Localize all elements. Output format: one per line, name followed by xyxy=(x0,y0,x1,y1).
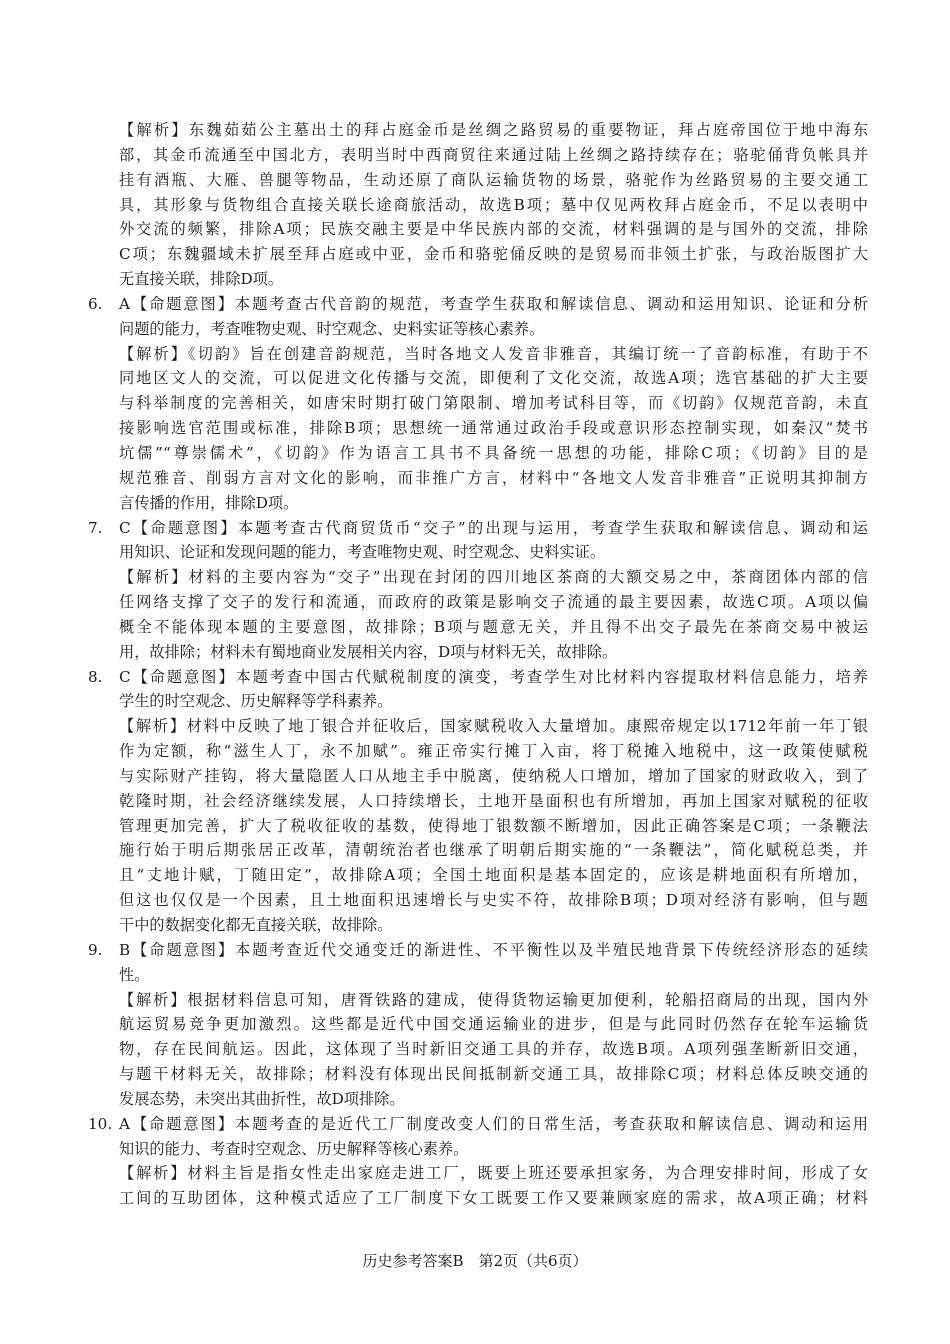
text-line xyxy=(88,267,868,292)
line-text: C【命题意图】本题考查中国古代赋税制度的演变，考查学生对比材料内容提取材料信息能力，培养 xyxy=(119,667,868,686)
question-number: 8. xyxy=(88,667,103,686)
line-text: 坑儒”“尊崇儒术”，《切韵》作为语言工具书不具备统一思想的功能，排除C项；《切韵》目的是 xyxy=(119,443,868,462)
line-text: 作为定额，称“滋生人丁，永不加赋”。雍正帝实行摊丁入亩，将丁税摊入地税中，这一政策使赋税 xyxy=(119,742,868,761)
line-text: 施行始于明后期张居正改革，清朝统治者也继承了明朝后期实施的“一条鞭法”，简化赋税总类，并 xyxy=(119,841,868,860)
text-line xyxy=(88,540,868,565)
text-line xyxy=(88,714,868,739)
page-footer: 历史参考答案B 第2页（共6页） xyxy=(362,1252,588,1270)
line-text: C项；东魏疆域未扩展至拜占庭或中亚，金币和骆驼俑反映的是贸易而非领土扩张，与政治版图扩大 xyxy=(119,245,868,264)
line-text: 发展态势，未突出其曲折性，故D项排除。 xyxy=(119,1089,405,1108)
line-text: 言传播的作用，排除D项。 xyxy=(119,493,299,512)
text-line xyxy=(88,739,868,764)
text-line xyxy=(88,1137,868,1162)
line-text: 无直接关联，排除D项。 xyxy=(119,270,284,289)
line-text: 与题干材料无关，故排除；材料没有体现出民间抵制新交通工具，故排除C项；材料总体反映交通的 xyxy=(119,1065,868,1084)
question-line xyxy=(88,665,868,690)
text-line xyxy=(88,1087,868,1112)
question-number: 9. xyxy=(88,940,103,959)
line-text: 规范雅音、削弱方言对文化的影响，而非推广方言，材料中“各地文人发音非雅音”正说明其抑制方 xyxy=(119,468,868,487)
line-text: 与实际财产挂钩，将大量隐匿人口从地主手中脱离，使纳税人口增加，增加了国家的财政收入，到了 xyxy=(119,766,868,785)
line-text: 问题的能力，考查唯物史观、时空观念、史料实证等核心素养。 xyxy=(119,319,545,338)
line-text: 干中的数据变化都无直接关联，故排除。 xyxy=(119,916,393,934)
line-text: 挂有酒瓶、大雁、兽腿等物品，生动还原了商队运输货物的场景，骆驼作为丝路贸易的主要交通工 xyxy=(119,170,868,189)
line-text: 与科举制度的完善相关，如唐宋时期打破门第限制、增加考试科目等，而《切韵》仅规范音韵，未直 xyxy=(119,394,868,413)
line-text: A【命题意图】本题考查的是近代工厂制度改变人们的日常生活，考查获取和解读信息、调动和运用 xyxy=(119,1114,868,1133)
line-text: 【解析】材料中反映了地丁银合并征收后，国家赋税收入大量增加。康熙帝规定以1712年前一年丁银 xyxy=(119,717,868,736)
text-line xyxy=(88,689,868,714)
question-line xyxy=(88,292,868,317)
text-line xyxy=(88,466,868,491)
line-text: A【命题意图】本题考查古代音韵的规范，考查学生获取和解读信息、调动和运用知识、论证和分析 xyxy=(119,294,868,313)
text-line xyxy=(88,1186,868,1211)
line-text: 且“丈地计赋，丁随田定”，故排除A项；全国土地面积是基本固定的，应该是耕地面积有所增加， xyxy=(119,866,868,885)
text-line xyxy=(88,615,868,640)
line-text: 接影响选官范围或标准，排除B项；思想统一通常通过政治手段或意识形态控制实现，如秦汉“焚书 xyxy=(119,419,868,438)
line-text: 【解析】根据材料信息可知，唐胥铁路的建成，使得货物运输更加便利，轮船招商局的出现，国内外 xyxy=(119,990,868,1009)
text-line xyxy=(88,863,868,888)
text-line xyxy=(88,1037,868,1062)
line-text: 知识的能力、考查时空观念、历史解释等核心素养。 xyxy=(119,1139,469,1158)
line-text: 【解析】材料主旨是指女性走出家庭走进工厂，既要上班还要承担家务，为合理安排时间，形成了女 xyxy=(119,1164,868,1183)
text-line xyxy=(88,590,868,615)
line-text: 用知识、论证和发现问题的能力，考查唯物史观、时空观念、史料实证。 xyxy=(119,543,605,562)
line-text: 部，其金币流通至中国北方，表明当时中西商贸往来通过陆上丝绸之路持续存在；骆驼俑背负帐具并 xyxy=(119,145,868,164)
text-line xyxy=(88,391,868,416)
line-text: B【命题意图】本题考查近代交通变迁的渐进性、不平衡性以及半殖民地背景下传统经济形态的延续 xyxy=(119,940,868,959)
line-text: 但这也仅仅是一个因素，且土地面积迅速增长与史实不符，故排除B项；D项对经济有影响，但与题 xyxy=(119,891,868,910)
text-line xyxy=(88,1161,868,1186)
line-text: 物，存在民间航运。因此，这体现了当时新旧交通工具的并存，故选B项。A项列强垄断新旧交通， xyxy=(119,1040,868,1059)
line-text: 性。 xyxy=(119,965,150,984)
text-line xyxy=(88,888,868,913)
text-line xyxy=(88,640,868,665)
line-text: 工间的互助团体，这种模式适应了工厂制度下女工既要工作又要兼顾家庭的需求，故A项正确；材料 xyxy=(119,1189,868,1208)
text-line xyxy=(88,416,868,441)
answer-content xyxy=(88,118,868,1211)
question-number: 6. xyxy=(88,294,103,313)
text-line xyxy=(88,913,868,938)
text-line xyxy=(88,789,868,814)
question-line xyxy=(88,938,868,963)
line-text: 外交流的频繁，排除A项；民族交融主要是中华民族内部的交流，材料强调的是与国外的交流，排除 xyxy=(119,220,868,239)
text-line xyxy=(88,317,868,342)
line-text: 具，其形象与货物组合直接关联长途商旅活动，故选B项；墓中仅见两枚拜占庭金币，不足以表明中 xyxy=(119,195,868,214)
text-line xyxy=(88,963,868,988)
text-line xyxy=(88,1062,868,1087)
line-text: 乾隆时期，社会经济继续发展，人口持续增长，土地开垦面积也有所增加，再加上国家对赋税的征收 xyxy=(119,791,868,810)
text-line xyxy=(88,143,868,168)
question-line xyxy=(88,1112,868,1137)
text-line xyxy=(88,814,868,839)
question-number: 7. xyxy=(88,518,103,537)
line-text: 【解析】东魏茹茹公主墓出土的拜占庭金币是丝绸之路贸易的重要物证，拜占庭帝国位于地中海东 xyxy=(119,121,868,139)
question-line xyxy=(88,516,868,541)
line-text: 管理更加完善，扩大了税收征收的基数，使得地丁银数额不断增加，因此正确答案是C项；一条鞭法 xyxy=(119,816,868,835)
text-line xyxy=(88,217,868,242)
question-number: 10. xyxy=(88,1114,113,1133)
line-text: 同地区文人的交流，可以促进文化传播与交流，即便利了文化交流，故选A项；选官基础的扩大主要 xyxy=(119,369,868,388)
line-text: 【解析】《切韵》旨在创建音韵规范，当时各地文人发音非雅音，其编订统一了音韵标准，有助于不 xyxy=(119,344,868,363)
text-line xyxy=(88,764,868,789)
text-line xyxy=(88,988,868,1013)
text-line xyxy=(88,342,868,367)
line-text: C【命题意图】本题考查古代商贸货币“交子”的出现与运用，考查学生获取和解读信息、调动和运 xyxy=(119,518,868,537)
line-text: 学生的时空观念、历史解释等学科素养。 xyxy=(119,692,393,711)
line-text: 概全不能体现本题的主要意图，故排除；B项与题意无关，并且得不出交子最先在茶商交易中被运 xyxy=(119,617,868,636)
text-line xyxy=(88,193,868,218)
text-line xyxy=(88,1012,868,1037)
text-line xyxy=(88,491,868,516)
line-text: 【解析】材料的主要内容为“交子”出现在封闭的四川地区茶商的大额交易之中，茶商团体内部的信 xyxy=(119,568,868,587)
line-text: 用，故排除；材料未有蜀地商业发展相关内容，D项与材料无关，故排除。 xyxy=(119,642,618,661)
text-line xyxy=(88,168,868,193)
text-line xyxy=(88,366,868,391)
text-line xyxy=(88,838,868,863)
text-line xyxy=(88,242,868,267)
line-text: 航运贸易竞争更加激烈。这些都是近代中国交通运输业的进步，但是与此同时仍然存在轮车运输货 xyxy=(119,1015,868,1034)
text-line xyxy=(88,565,868,590)
line-text: 任网络支撑了交子的发行和流通，而政府的政策是影响交子流通的最主要因素，故选C项。A项以偏 xyxy=(119,593,868,612)
text-line xyxy=(88,118,868,143)
text-line xyxy=(88,441,868,466)
